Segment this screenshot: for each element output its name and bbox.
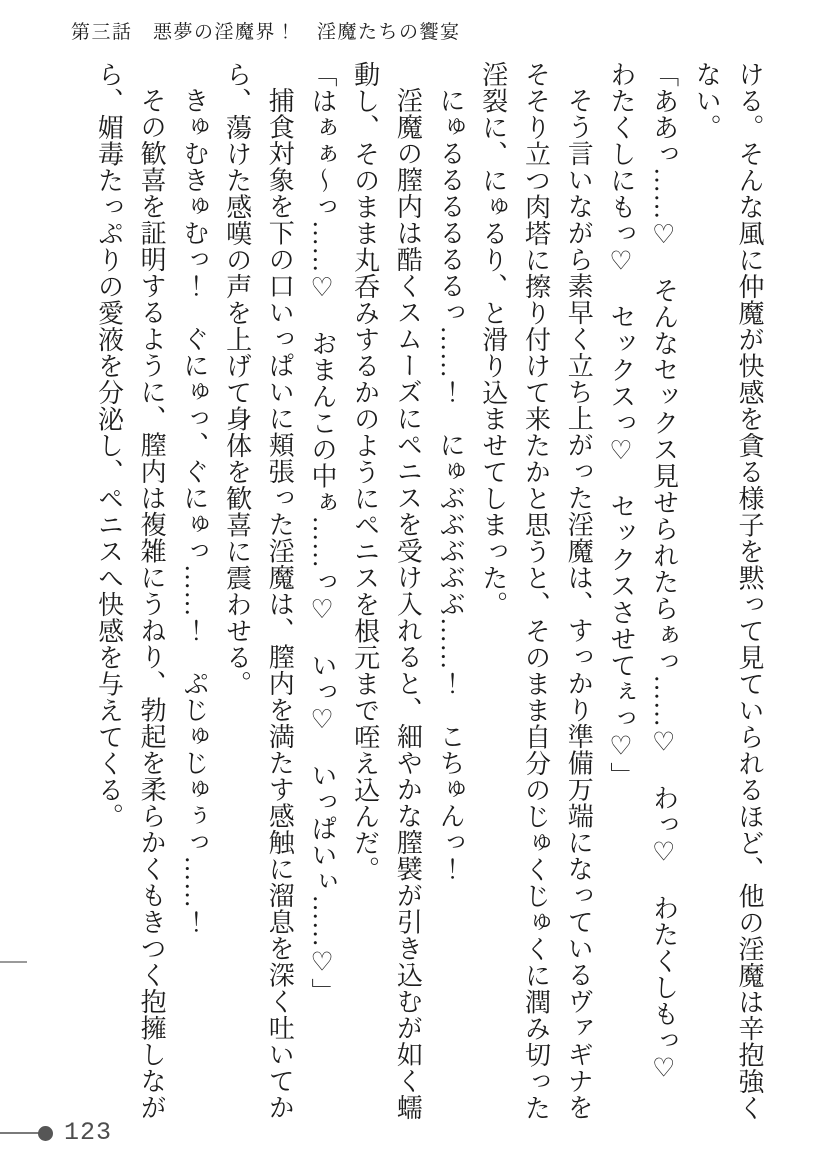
left-edge-mark bbox=[0, 961, 27, 963]
paragraph-4-sfx: にゅるるるるるるっ……！ にゅぶぶぶぶぶ……！ こちゅんっ！ bbox=[436, 87, 466, 882]
paragraph-8-sfx: きゅむきゅむっ！ ぐにゅっ、ぐにゅっ……！ ぷじゅじゅぅっ……！ bbox=[179, 87, 209, 935]
footer-rule bbox=[0, 1132, 40, 1134]
paragraph-3: そう言いながら素早く立ち上がった淫魔は、すっかり準備万端になっているヴァギナをそそり立つ肉塔に擦り付けて来たかと思うと、そのまま自分のじゅくじゅくに潤み切った淫裂に、にゅるり、と滑り込ませてしまった。 bbox=[478, 61, 594, 1121]
paragraph-9: その歓喜を証明するように、膣内は複雑にうねり、勃起を柔らかくもきつく抱擁しながら、媚毒たっぷりの愛液を分泌し、ペニスへ快感を与えてくる。 bbox=[94, 61, 167, 1121]
chapter-header: 第三話 悪夢の淫魔界！ 淫魔たちの饗宴 bbox=[71, 22, 461, 43]
page-number: 123 bbox=[64, 1118, 113, 1147]
paragraph-7: 捕食対象を下の口いっぱいに頬張った淫魔は、膣内を満たす感触に溜息を深く吐いてから、蕩けた感嘆の声を上げて身体を歓喜に震わせる。 bbox=[222, 61, 295, 1121]
paragraph-6-dialogue: 「はぁぁ〜っ……♡ おまんこの中ぁ……っ♡ いっ♡ いっぱいぃ……♡」 bbox=[307, 61, 337, 1005]
paragraph-1: ける。そんな風に仲魔が快感を貪る様子を黙って見ていられるほど、他の淫魔は辛抱強くない。 bbox=[692, 61, 764, 1121]
footer-bullet-icon bbox=[38, 1126, 53, 1141]
main-text-block bbox=[86, 61, 770, 1122]
paragraph-2-dialogue: 「ああっ……♡ そんなセックス見せられたらぁっ……♡ わっ♡ わたくしもっ♡ わたくしにもっ♡ セックスっ♡ セックスさせてぇっ♡」 bbox=[606, 61, 679, 1111]
paragraph-5: 淫魔の膣内は酷くスムーズにペニスを受け入れると、細やかな膣襞が引き込むが如く蠕動し、そのまま丸呑みするかのようにペニスを根元まで咥え込んだ。 bbox=[350, 61, 423, 1121]
